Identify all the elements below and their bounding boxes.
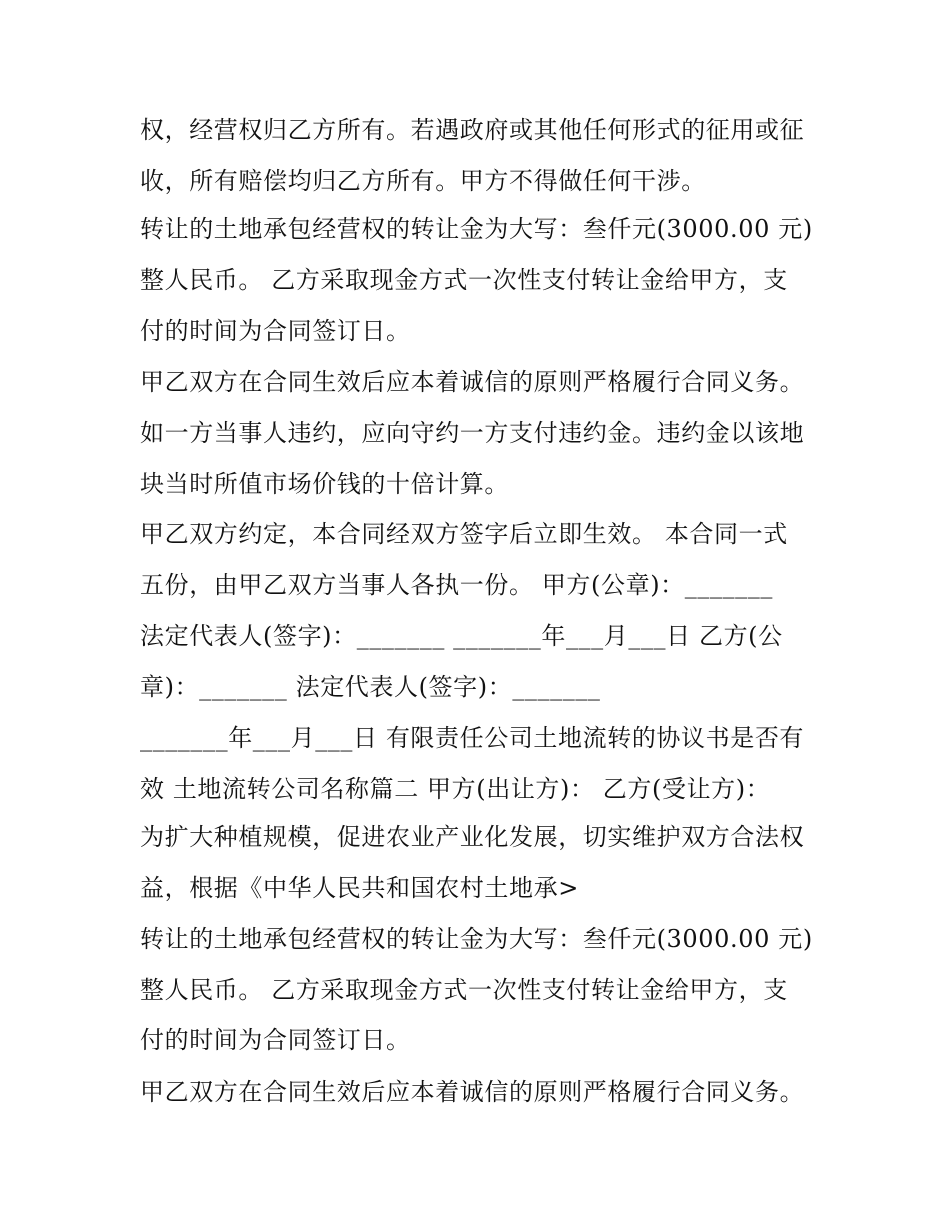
text-line: 块当时所值市场价钱的十倍计算。 xyxy=(140,470,509,498)
text-line: 权，经营权归乙方所有。若遇政府或其他任何形式的征用或征 xyxy=(140,116,805,144)
text-line: 甲乙双方在合同生效后应本着诚信的原则严格履行合同义务。 xyxy=(140,1078,805,1106)
text-line: 如一方当事人违约，应向守约一方支付违约金。违约金以该地 xyxy=(140,419,805,447)
text-line: 法定代表人(签字)：_______ _______年___月___日 乙方(公 xyxy=(140,622,783,650)
text-line: 转让的土地承包经营权的转让金为大写：叁仟元(3000.00 元) xyxy=(140,925,813,953)
text-line: 五份，由甲乙双方当事人各执一份。 甲方(公章)：_______ xyxy=(140,571,773,599)
text-line: 章)：_______ 法定代表人(签字)：_______ xyxy=(140,673,601,701)
text-line: 转让的土地承包经营权的转让金为大写：叁仟元(3000.00 元) xyxy=(140,215,813,243)
text-line: 为扩大种植规模，促进农业产业化发展，切实维护双方合法权 xyxy=(140,823,805,851)
text-line: 收，所有赔偿均归乙方所有。甲方不得做任何干涉。 xyxy=(140,167,706,195)
text-line: 整人民币。 乙方采取现金方式一次性支付转让金给甲方，支 xyxy=(140,976,788,1004)
text-line: 整人民币。 乙方采取现金方式一次性支付转让金给甲方，支 xyxy=(140,266,788,294)
text-line: 效 土地流转公司名称篇二 甲方(出让方)： 乙方(受让方)： xyxy=(140,775,771,803)
text-line: 甲乙双方约定，本合同经双方签字后立即生效。 本合同一式 xyxy=(140,520,788,548)
text-line: 益，根据《中华人民共和国农村土地承> xyxy=(140,874,579,902)
text-line: 付的时间为合同签订日。 xyxy=(140,1026,411,1054)
text-line: 甲乙双方在合同生效后应本着诚信的原则严格履行合同义务。 xyxy=(140,368,805,396)
text-line: 付的时间为合同签订日。 xyxy=(140,317,411,345)
text-line: _______年___月___日 有限责任公司土地流转的协议书是否有 xyxy=(140,724,805,752)
